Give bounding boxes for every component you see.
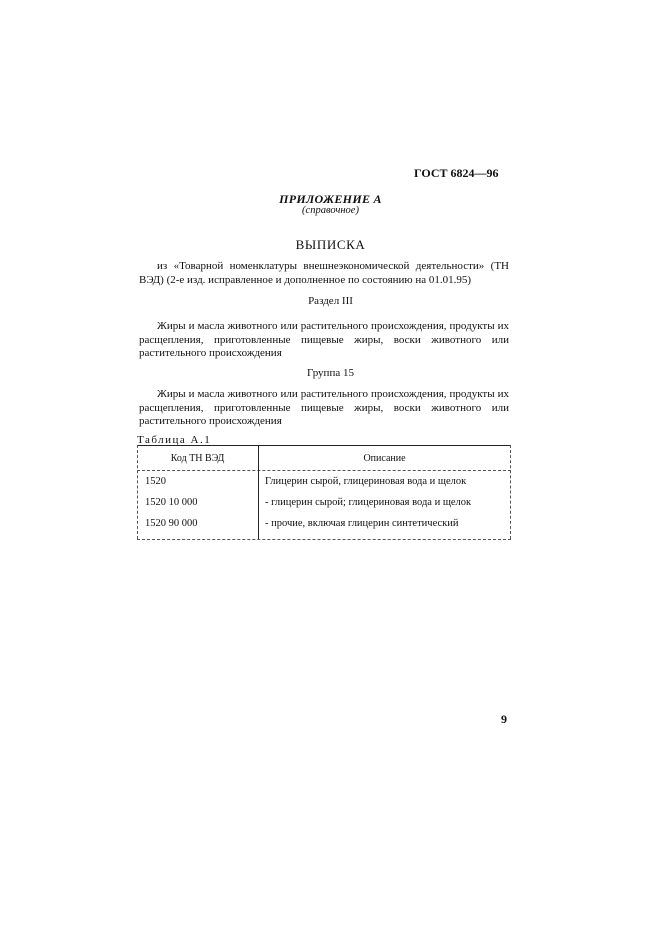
- row-3-description: - прочие, включая глицерин синтетический: [265, 518, 459, 529]
- section-text: Жиры и масла животного или растительного происхождения, продукты их расщепления, приготовленные пищевые жиры, воски животного или растительного происхождения: [139, 320, 509, 359]
- group-text: Жиры и масла животного или растительного происхождения, продукты их расщепления, приготовленные пищевые жиры, воски животного или растительного происхождения: [139, 388, 509, 427]
- column-header-code: Код ТН ВЭД: [170, 453, 225, 464]
- source-text: из «Товарной номенклатуры внешнеэкономической деятельности» (ТН ВЭД) (2-е изд. исправленное и дополненное по состоянию на 01.01.95): [139, 260, 509, 286]
- column-header-description: Описание: [363, 453, 406, 464]
- section-paragraph: [139, 320, 509, 361]
- row-2-description: - глицерин сырой; глицериновая вода и щелок: [265, 497, 472, 508]
- annex-title: ПРИЛОЖЕНИЕ А: [279, 192, 382, 206]
- row-1-description: Глицерин сырой, глицериновая вода и щелок: [265, 476, 467, 487]
- annex-subtitle: (справочное): [302, 205, 359, 216]
- table-bottom-border: [137, 539, 511, 540]
- group-paragraph: [139, 388, 509, 429]
- row-1-code: 1520: [145, 476, 166, 487]
- standard-code: ГОСТ 6824—96: [414, 166, 499, 180]
- page-number: 9: [501, 712, 507, 726]
- document-heading: ВЫПИСКА: [295, 237, 366, 252]
- table-caption: Таблица А.1: [137, 434, 212, 446]
- classification-table: [137, 445, 511, 541]
- section-title: Раздел III: [308, 295, 353, 307]
- table-top-border: [137, 445, 511, 446]
- group-title: Группа 15: [307, 367, 354, 379]
- header-bottom-border: [137, 470, 511, 471]
- row-2-code: 1520 10 000: [145, 497, 198, 508]
- row-3-code: 1520 90 000: [145, 518, 198, 529]
- source-paragraph: [139, 260, 509, 287]
- table-right-border: [510, 445, 511, 539]
